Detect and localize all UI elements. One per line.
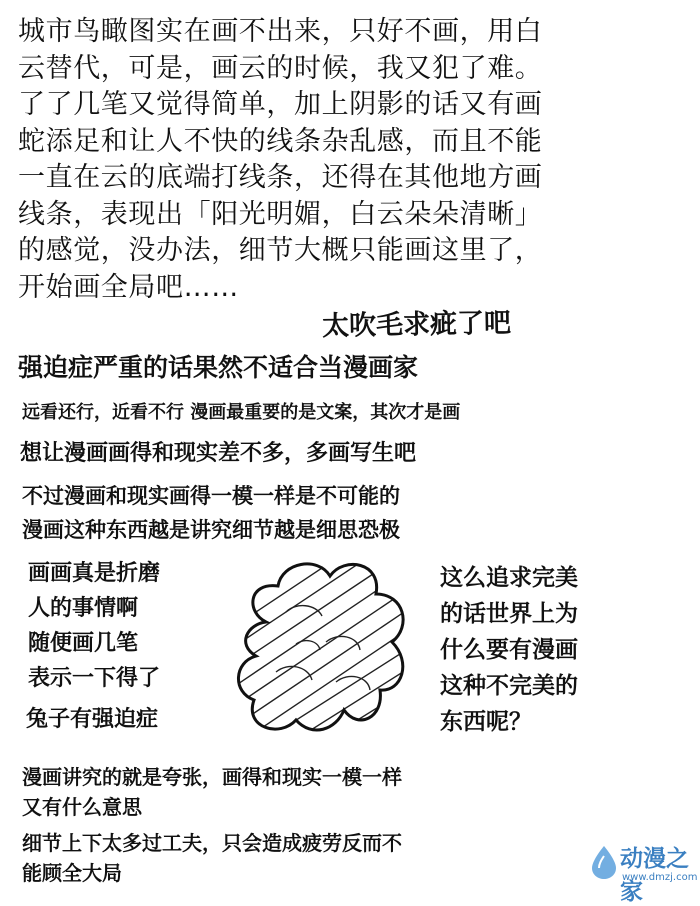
left-note-line: 随便画几笔 — [28, 630, 139, 656]
watermark-url: www.dmzj.com — [622, 872, 698, 883]
right-note-line: 什么要有漫画 — [440, 636, 578, 663]
left-note-line: 画画真是折磨 — [28, 560, 161, 586]
left-note-line: 人的事情啊 — [28, 595, 139, 621]
typed-line: 的感觉，没办法，细节大概只能画这里了， — [18, 235, 543, 266]
right-note — [440, 560, 578, 740]
comment-ocd-mangaka: 强迫症严重的话果然不适合当漫画家 — [18, 353, 419, 382]
typed-line: 云替代，可是，画云的时候，我又犯了难。 — [18, 52, 543, 84]
cloud-sketch — [226, 552, 422, 752]
drop-logo-icon — [590, 844, 618, 880]
typed-line: 一直在云的底端打线条，还得在其他地方画 — [18, 162, 543, 193]
comment-details: 漫画这种东西越是讲究细节越是细思恐极 — [22, 517, 400, 542]
typed-line: 了了几笔又觉得简单，加上阴影的话又有画 — [18, 89, 543, 120]
comment-rabbit-ocd: 兔子有强迫症 — [26, 706, 159, 732]
right-note-line: 东西呢？ — [440, 708, 532, 735]
right-note-line: 这么追求完美 — [440, 564, 578, 591]
typed-paragraph — [18, 14, 693, 306]
watermark-name: 动漫之家 — [620, 846, 689, 905]
comment-line: 细节上下太多过工夫，只会造成疲劳反而不 — [22, 831, 402, 855]
watermark — [590, 836, 700, 905]
comment-nitpicky: 太吹毛求疵了吧 — [321, 307, 512, 342]
comment-line: 能顾全大局 — [22, 861, 122, 885]
typed-line: 开始画全局吧…… — [18, 271, 239, 303]
comment-overall — [22, 828, 402, 888]
comment-far-near: 远看还行，近看不行 漫画最重要的是文案，其次才是画 — [22, 402, 461, 423]
comment-line: 又有什么意思 — [22, 795, 142, 819]
comment-exaggeration — [22, 762, 402, 822]
left-note — [28, 556, 160, 696]
comment-sketch-more: 想让漫画画得和现实差不多，多画写生吧 — [20, 440, 417, 466]
comment-impossible: 不过漫画和现实画得一模一样是不可能的 — [22, 483, 400, 508]
typed-line: 城市鸟瞰图实在画不出来，只好不画，用白 — [18, 16, 543, 47]
left-note-line: 表示一下得了 — [28, 665, 161, 691]
typed-line: 线条，表现出「阳光明媚，白云朵朵清晰」 — [18, 198, 543, 230]
comment-line: 漫画讲究的就是夸张，画得和现实一模一样 — [22, 765, 402, 789]
right-note-line: 这种不完美的 — [440, 672, 578, 699]
typed-line: 蛇添足和让人不快的线条杂乱感，而且不能 — [18, 125, 543, 157]
right-note-line: 的话世界上为 — [440, 600, 578, 627]
